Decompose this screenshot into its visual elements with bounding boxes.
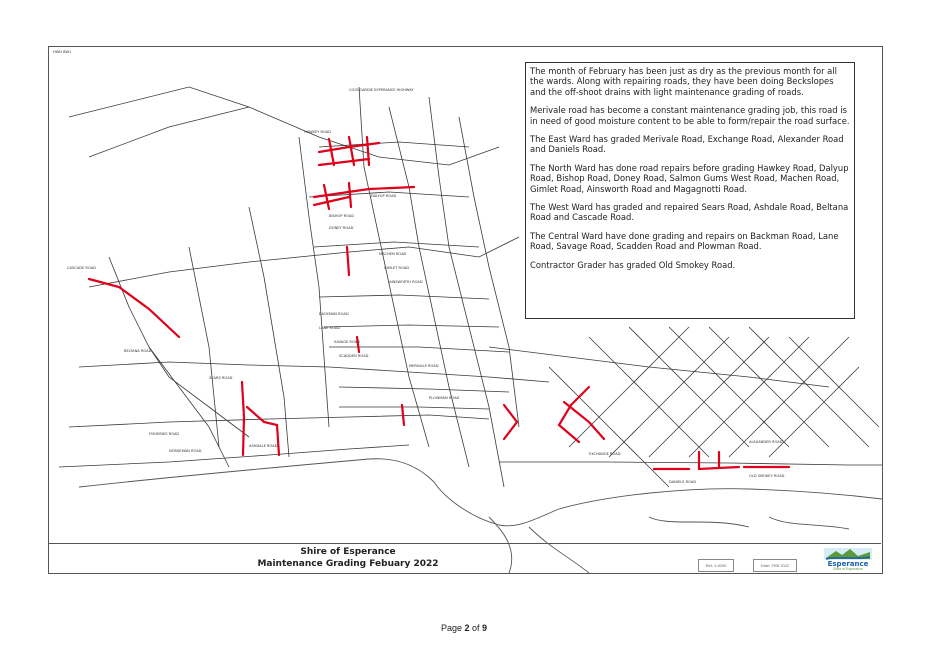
road-label-beltana: BELTANA ROAD xyxy=(124,349,152,353)
note-paragraph: Contractor Grader has graded Old Smokey Road. xyxy=(530,259,736,270)
road-label-hawkey: HAWKEY ROAD xyxy=(304,130,331,134)
road-label-bishop: BISHOP ROAD xyxy=(329,214,355,218)
road-label-ainsworth: AINSWORTH ROAD xyxy=(389,280,423,284)
page-number xyxy=(0,623,928,633)
date-box: Date: FEB 2022 xyxy=(753,559,797,572)
road-label-highway: COOLGARDIE ESPERANCE HIGHWAY xyxy=(349,88,414,92)
graded-road-central-1 xyxy=(347,247,349,275)
road-label-sears: SEARS ROAD xyxy=(209,376,233,380)
graded-road-east-3 xyxy=(559,387,589,442)
grading-notes-panel xyxy=(525,62,855,319)
road-label-savage: SAVAGE ROAD xyxy=(334,340,360,344)
note-paragraph: The East Ward has graded Merivale Road, Exchange Road, Alexander Road and Daniels Road. xyxy=(530,134,844,155)
road-label-lane: LANE ROAD xyxy=(319,326,341,330)
road-label-merivale: MERIVALE ROAD xyxy=(409,364,439,368)
graded-road-cascade xyxy=(89,279,179,337)
note-paragraph: The North Ward has done road repairs before grading Hawkey Road, Dalyup Road, Bishop Road, Doney Road, Salmon Gums West Road, Machen Road, Gimlet Road, Ainsworth Road and Magagnotti Road. xyxy=(530,162,849,194)
graded-road-north-2 xyxy=(319,159,369,165)
road-label-fisheries: FISHERIES ROAD xyxy=(149,432,180,436)
note-paragraph: The West Ward has graded and repaired Sears Road, Ashdale Road, Beltana Road and Cascade Road. xyxy=(530,202,849,223)
graded-road-north-6 xyxy=(314,197,349,205)
logo-icon xyxy=(818,547,878,561)
graded-road-east-1 xyxy=(504,405,517,439)
doc-code-label: HWD BW1 xyxy=(53,50,72,54)
note-paragraph: The month of February has been just as dry as the previous month for all the wards. Along with repairing roads, they have been doing Beckslopes and the off-shoot drains with light maintenance grading of roads. xyxy=(530,66,837,97)
road-label-plowman: PLOWMAN ROAD xyxy=(429,396,460,400)
road-label-cascade: CASCADE ROAD xyxy=(67,266,96,270)
logo-tagline: Shire of Esperance xyxy=(833,567,863,571)
logo-name: Esperance xyxy=(827,560,869,568)
graded-road-central-3 xyxy=(402,405,404,425)
esperance-logo xyxy=(818,547,878,571)
map-title-block xyxy=(48,543,881,573)
note-paragraph: The Central Ward have done grading and repairs on Backman Road, Lane Road, Savage Road, Scadden Road and Plowman Road. xyxy=(530,230,839,252)
page-current: 2 xyxy=(464,623,470,633)
page-label: Page xyxy=(440,623,462,633)
road-label-ashdale: ASHDALE ROAD xyxy=(249,444,278,448)
graded-road-sears xyxy=(242,382,244,455)
road-label-machen: MACHEN ROAD xyxy=(379,252,407,256)
coastline xyxy=(79,459,882,526)
graded-road-old-smokey xyxy=(654,452,789,469)
road-label-gimlet: GIMLET ROAD xyxy=(384,266,410,270)
road-label-norseman: NORSEMAN ROAD xyxy=(169,449,202,453)
map-title: Maintenance Grading Febuary 2022 xyxy=(257,559,439,569)
road-label-dalyup: DALYUP ROAD xyxy=(371,194,397,198)
scale-box: Ref: 1:4000 xyxy=(698,559,734,572)
graded-road-north-4 xyxy=(314,187,414,197)
road-label-scadden: SCADDEN ROAD xyxy=(339,354,369,358)
road-label-doney: DONEY ROAD xyxy=(329,226,354,230)
page-of: of xyxy=(472,623,480,633)
road-label-backman: BACKMAN ROAD xyxy=(319,312,349,316)
note-paragraph: Merivale road has become a constant maintenance grading job, this road is in need of good moisture content to be able to form/repair the road surface. xyxy=(530,105,850,126)
road-label-daniels: DANIELS ROAD xyxy=(669,480,697,484)
graded-road-north-1 xyxy=(319,143,379,152)
road-label-exchange: EXCHANGE ROAD xyxy=(589,452,621,456)
org-name: Shire of Esperance xyxy=(300,547,396,557)
page-total: 9 xyxy=(482,623,488,633)
road-label-alexander: ALEXANDER ROAD xyxy=(749,440,783,444)
road-label-old-smokey: OLD SMOKEY ROAD xyxy=(749,474,785,478)
